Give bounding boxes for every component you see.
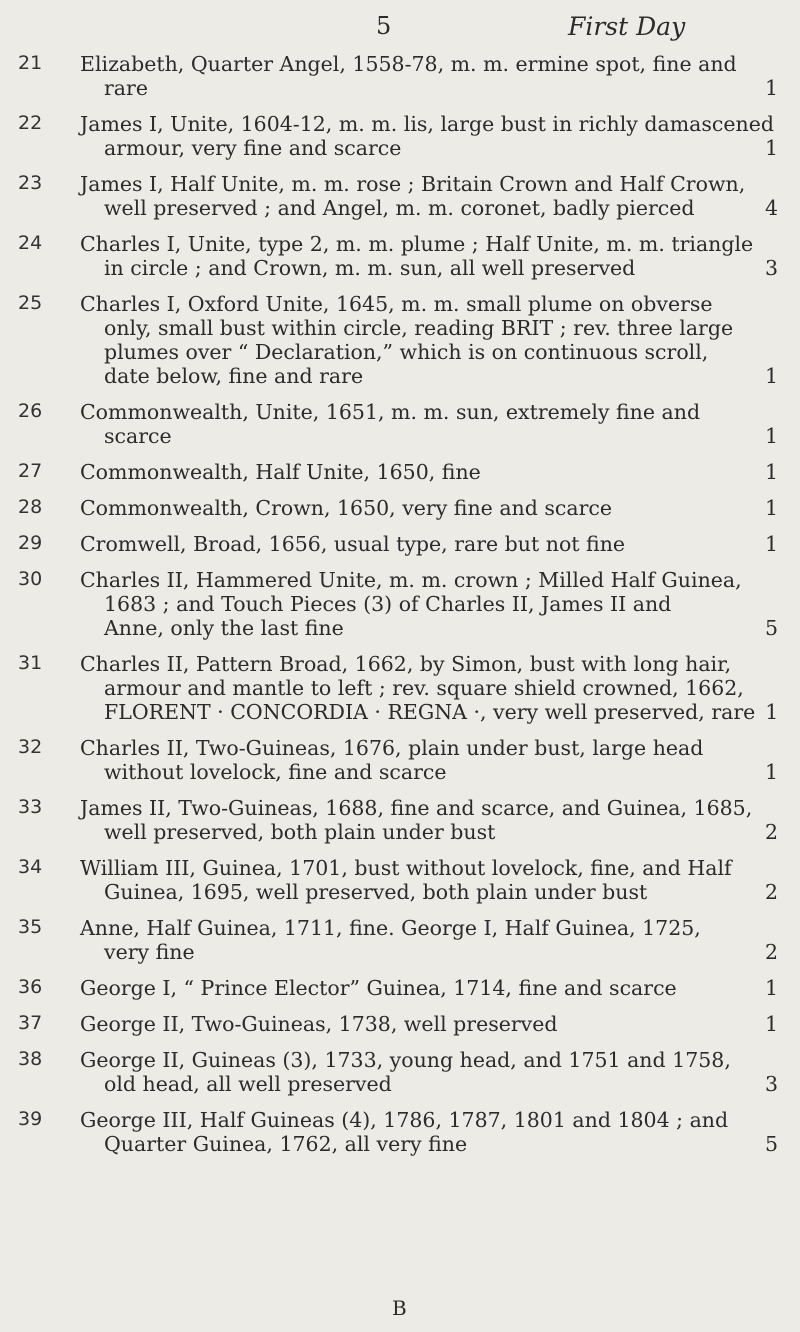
lot-quantity: 2 xyxy=(764,820,778,844)
lot-line xyxy=(80,652,778,676)
lot-line xyxy=(80,400,778,424)
lot-number: 28 xyxy=(18,496,43,518)
lot-quantity: 1 xyxy=(764,364,778,388)
lot-line xyxy=(80,496,778,520)
lot-entry xyxy=(0,568,800,640)
lot-line xyxy=(80,736,778,760)
lot-description: very fine xyxy=(104,940,195,964)
lot-number: 35 xyxy=(18,916,43,938)
lot-line xyxy=(80,112,778,136)
lot-description: William III, Guinea, 1701, bust without lovelock, fine, and Half xyxy=(80,856,732,880)
lot-description: James II, Two-Guineas, 1688, fine and scarce, and Guinea, 1685, xyxy=(80,796,753,820)
lot-number: 33 xyxy=(18,796,43,818)
lot-line xyxy=(80,1072,778,1096)
lot-quantity: 1 xyxy=(764,976,778,1000)
lot-line xyxy=(80,916,778,940)
lot-number: 24 xyxy=(18,232,43,254)
lot-description: plumes over “ Declaration,” which is on continuous scroll, xyxy=(104,340,709,364)
lot-number: 34 xyxy=(18,856,43,878)
lot-entry xyxy=(0,1012,800,1036)
lot-number: 23 xyxy=(18,172,43,194)
lot-quantity: 1 xyxy=(764,496,778,520)
lot-quantity: 2 xyxy=(764,940,778,964)
lot-description: Commonwealth, Half Unite, 1650, fine xyxy=(80,460,481,484)
lot-line xyxy=(80,592,778,616)
lot-number: 30 xyxy=(18,568,43,590)
lot-line xyxy=(80,256,778,280)
lot-number: 36 xyxy=(18,976,43,998)
lot-description: Anne, Half Guinea, 1711, fine. George I, Half Guinea, 1725, xyxy=(80,916,701,940)
lot-description: well preserved, both plain under bust xyxy=(104,820,496,844)
lot-line xyxy=(80,232,778,256)
lot-description: well preserved ; and Angel, m. m. coronet, badly pierced xyxy=(104,196,695,220)
lot-description: George I, “ Prince Elector” Guinea, 1714, fine and scarce xyxy=(80,976,677,1000)
lot-description: Elizabeth, Quarter Angel, 1558-78, m. m. ermine spot, fine and xyxy=(80,52,737,76)
lot-description: Charles II, Pattern Broad, 1662, by Simon, bust with long hair, xyxy=(80,652,732,676)
lot-description: Charles II, Two-Guineas, 1676, plain under bust, large head xyxy=(80,736,704,760)
lot-entry xyxy=(0,400,800,448)
lot-line xyxy=(80,172,778,196)
lot-description: James I, Unite, 1604-12, m. m. lis, large bust in richly damascened xyxy=(80,112,774,136)
lot-quantity: 3 xyxy=(764,256,778,280)
lot-description: Charles I, Oxford Unite, 1645, m. m. small plume on obverse xyxy=(80,292,713,316)
lot-line xyxy=(80,880,778,904)
lot-entry xyxy=(0,232,800,280)
lot-description: George II, Guineas (3), 1733, young head, and 1751 and 1758, xyxy=(80,1048,731,1072)
lot-line xyxy=(80,820,778,844)
lot-quantity: 5 xyxy=(764,1132,778,1156)
lot-number: 22 xyxy=(18,112,43,134)
lot-line xyxy=(80,1012,778,1036)
lot-description: FLORENT · CONCORDIA · REGNA ·, very well preserved, rare xyxy=(104,700,756,724)
lot-description: scarce xyxy=(104,424,172,448)
lot-quantity: 3 xyxy=(764,1072,778,1096)
lot-description: Commonwealth, Unite, 1651, m. m. sun, extremely fine and xyxy=(80,400,701,424)
lot-line xyxy=(80,52,778,76)
lot-entry xyxy=(0,52,800,100)
lot-entry xyxy=(0,736,800,784)
page-header xyxy=(0,8,800,48)
lot-quantity: 1 xyxy=(764,760,778,784)
lot-entry xyxy=(0,652,800,724)
lot-description: George III, Half Guineas (4), 1786, 1787, 1801 and 1804 ; and xyxy=(80,1108,729,1132)
lot-quantity: 1 xyxy=(764,532,778,556)
lot-number: 25 xyxy=(18,292,43,314)
lot-description: armour, very fine and scarce xyxy=(104,136,402,160)
lot-entry xyxy=(0,292,800,388)
lot-line xyxy=(80,136,778,160)
lot-number: 27 xyxy=(18,460,43,482)
lot-description: Cromwell, Broad, 1656, usual type, rare but not fine xyxy=(80,532,626,556)
lot-line xyxy=(80,1108,778,1132)
lot-description: George II, Two-Guineas, 1738, well preserved xyxy=(80,1012,558,1036)
lot-description: Anne, only the last fine xyxy=(104,616,344,640)
lot-line xyxy=(80,1048,778,1072)
lot-number: 29 xyxy=(18,532,43,554)
lot-line xyxy=(80,292,778,316)
lot-entry xyxy=(0,460,800,484)
lot-line xyxy=(80,1132,778,1156)
lot-quantity: 4 xyxy=(764,196,778,220)
lot-description: 1683 ; and Touch Pieces (3) of Charles II, James II and xyxy=(104,592,672,616)
lot-line xyxy=(80,532,778,556)
signature-mark: B xyxy=(392,1296,407,1320)
lot-entry xyxy=(0,172,800,220)
lot-line xyxy=(80,940,778,964)
lot-line xyxy=(80,700,778,724)
lot-number: 26 xyxy=(18,400,43,422)
lot-description: Charles II, Hammered Unite, m. m. crown ; Milled Half Guinea, xyxy=(80,568,742,592)
lot-line xyxy=(80,76,778,100)
lot-number: 32 xyxy=(18,736,43,758)
lot-line xyxy=(80,340,778,364)
lot-quantity: 1 xyxy=(765,700,779,724)
lot-line xyxy=(80,460,778,484)
lot-description: Charles I, Unite, type 2, m. m. plume ; Half Unite, m. m. triangle xyxy=(80,232,754,256)
lot-description: only, small bust within circle, reading BRIT ; rev. three large xyxy=(104,316,734,340)
lot-number: 39 xyxy=(18,1108,43,1130)
lot-line xyxy=(80,616,778,640)
lot-line xyxy=(80,316,778,340)
lot-line xyxy=(80,796,778,820)
lot-description: date below, fine and rare xyxy=(104,364,364,388)
lot-line xyxy=(80,196,778,220)
lot-list xyxy=(0,52,800,1168)
lot-number: 31 xyxy=(18,652,43,674)
lot-entry xyxy=(0,856,800,904)
lot-number: 21 xyxy=(18,52,43,74)
lot-quantity: 1 xyxy=(764,1012,778,1036)
lot-entry xyxy=(0,112,800,160)
lot-line xyxy=(80,364,778,388)
lot-number: 37 xyxy=(18,1012,43,1034)
lot-entry xyxy=(0,532,800,556)
lot-description: old head, all well preserved xyxy=(104,1072,392,1096)
lot-entry xyxy=(0,1048,800,1096)
page-number: 5 xyxy=(376,12,392,40)
lot-entry xyxy=(0,496,800,520)
lot-line xyxy=(80,856,778,880)
lot-description: James I, Half Unite, m. m. rose ; Britain Crown and Half Crown, xyxy=(80,172,746,196)
lot-quantity: 1 xyxy=(764,76,778,100)
lot-line xyxy=(80,568,778,592)
lot-description: without lovelock, fine and scarce xyxy=(104,760,447,784)
lot-line xyxy=(80,676,778,700)
running-title: First Day xyxy=(568,12,686,41)
lot-quantity: 1 xyxy=(764,424,778,448)
lot-description: in circle ; and Crown, m. m. sun, all well preserved xyxy=(104,256,636,280)
lot-line xyxy=(80,760,778,784)
lot-quantity: 5 xyxy=(764,616,778,640)
lot-entry xyxy=(0,1108,800,1156)
lot-description: Commonwealth, Crown, 1650, very fine and scarce xyxy=(80,496,613,520)
lot-description: Quarter Guinea, 1762, all very fine xyxy=(104,1132,468,1156)
lot-quantity: 1 xyxy=(764,136,778,160)
lot-description: rare xyxy=(104,76,148,100)
lot-quantity: 1 xyxy=(764,460,778,484)
lot-quantity: 2 xyxy=(764,880,778,904)
lot-entry xyxy=(0,796,800,844)
lot-number: 38 xyxy=(18,1048,43,1070)
lot-description: Guinea, 1695, well preserved, both plain under bust xyxy=(104,880,648,904)
lot-entry xyxy=(0,916,800,964)
lot-line xyxy=(80,976,778,1000)
lot-description: armour and mantle to left ; rev. square shield crowned, 1662, xyxy=(104,676,744,700)
lot-entry xyxy=(0,976,800,1000)
lot-line xyxy=(80,424,778,448)
